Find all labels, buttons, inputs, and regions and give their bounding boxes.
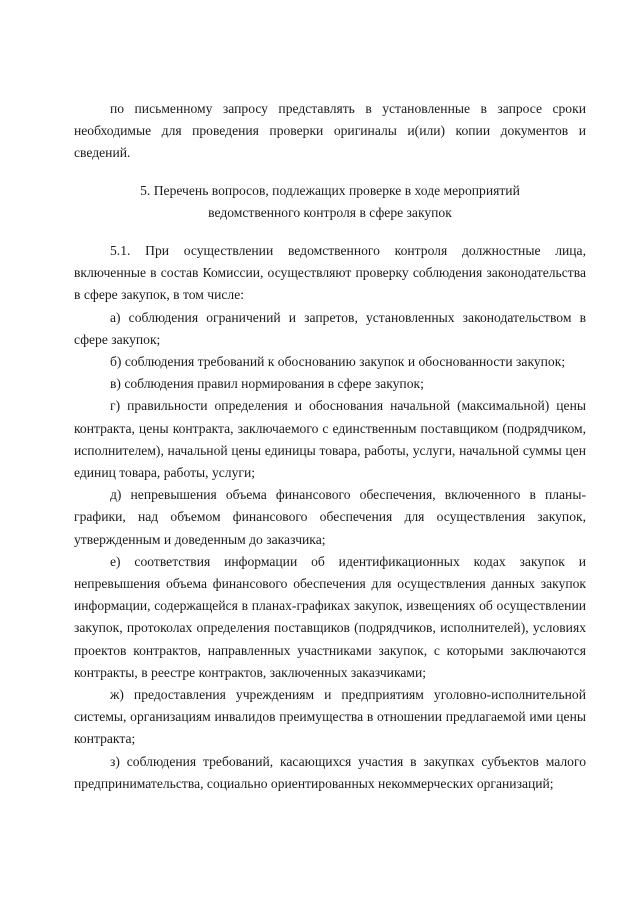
list-item-e: е) соответствия информации об идентификационных кодах закупок и непревышения объема финансового обеспечения для осуществления данных закупок информации, содержащейся в планах-графиках закупок, извещениях об осуществлении закупок, протоколах определения поставщиков (подрядчиков, исполнителей), условиях проектов контрактов, направленных участниками закупок, с которыми заключаются контракты, в реестре контрактов, заключенных заказчиками; <box>74 553 586 680</box>
paragraph-5-1: 5.1. При осуществлении ведомственного контроля должностные лица, включенные в состав Комиссии, осуществляют проверку соблюдения законодательства в сфере закупок, в том числе: <box>74 243 586 303</box>
list-item-z: з) соблюдения требований, касающихся участия в закупках субъектов малого предпринимательства, социально ориентированных некоммерческих организаций; <box>74 753 586 791</box>
list-item-v: в) соблюдения правил нормирования в сфере закупок; <box>110 376 424 392</box>
list-item-zh: ж) предоставления учреждениям и предприятиям уголовно-исполнительной системы, организациям инвалидов преимущества в отношении предлагаемой ими цены контракта; <box>74 687 586 747</box>
section-heading <box>74 180 586 224</box>
list-item-a: а) соблюдения ограничений и запретов, установленных законодательством в сфере закупок; <box>74 309 586 347</box>
list-item-g: г) правильности определения и обоснования начальной (максимальной) цены контракта, цены контракта, заключаемого с единственным поставщиком (подрядчиком, исполнителем), начальной цены единицы товара, работы, услуги, начальной суммы цен единиц товара, работы, услуги; <box>74 398 586 481</box>
list-item-d: д) непревышения объема финансового обеспечения, включенного в планы-графики, над объемом финансового обеспечения для осуществления закупок, утвержденным и доведенным до заказчика; <box>74 487 586 547</box>
section-body <box>74 240 586 795</box>
intro-paragraph: по письменному запросу представлять в установленные в запросе сроки необходимые для проведения проверки оригиналы и(или) копии документов и сведений. <box>74 101 586 161</box>
intro-block <box>74 98 586 165</box>
list-item-b: б) соблюдения требований к обоснованию закупок и обоснованности закупок; <box>110 354 566 370</box>
section-title-line-2: ведомственного контроля в сфере закупок <box>208 205 452 221</box>
section-title-line-1: 5. Перечень вопросов, подлежащих проверке в ходе мероприятий <box>140 183 520 198</box>
